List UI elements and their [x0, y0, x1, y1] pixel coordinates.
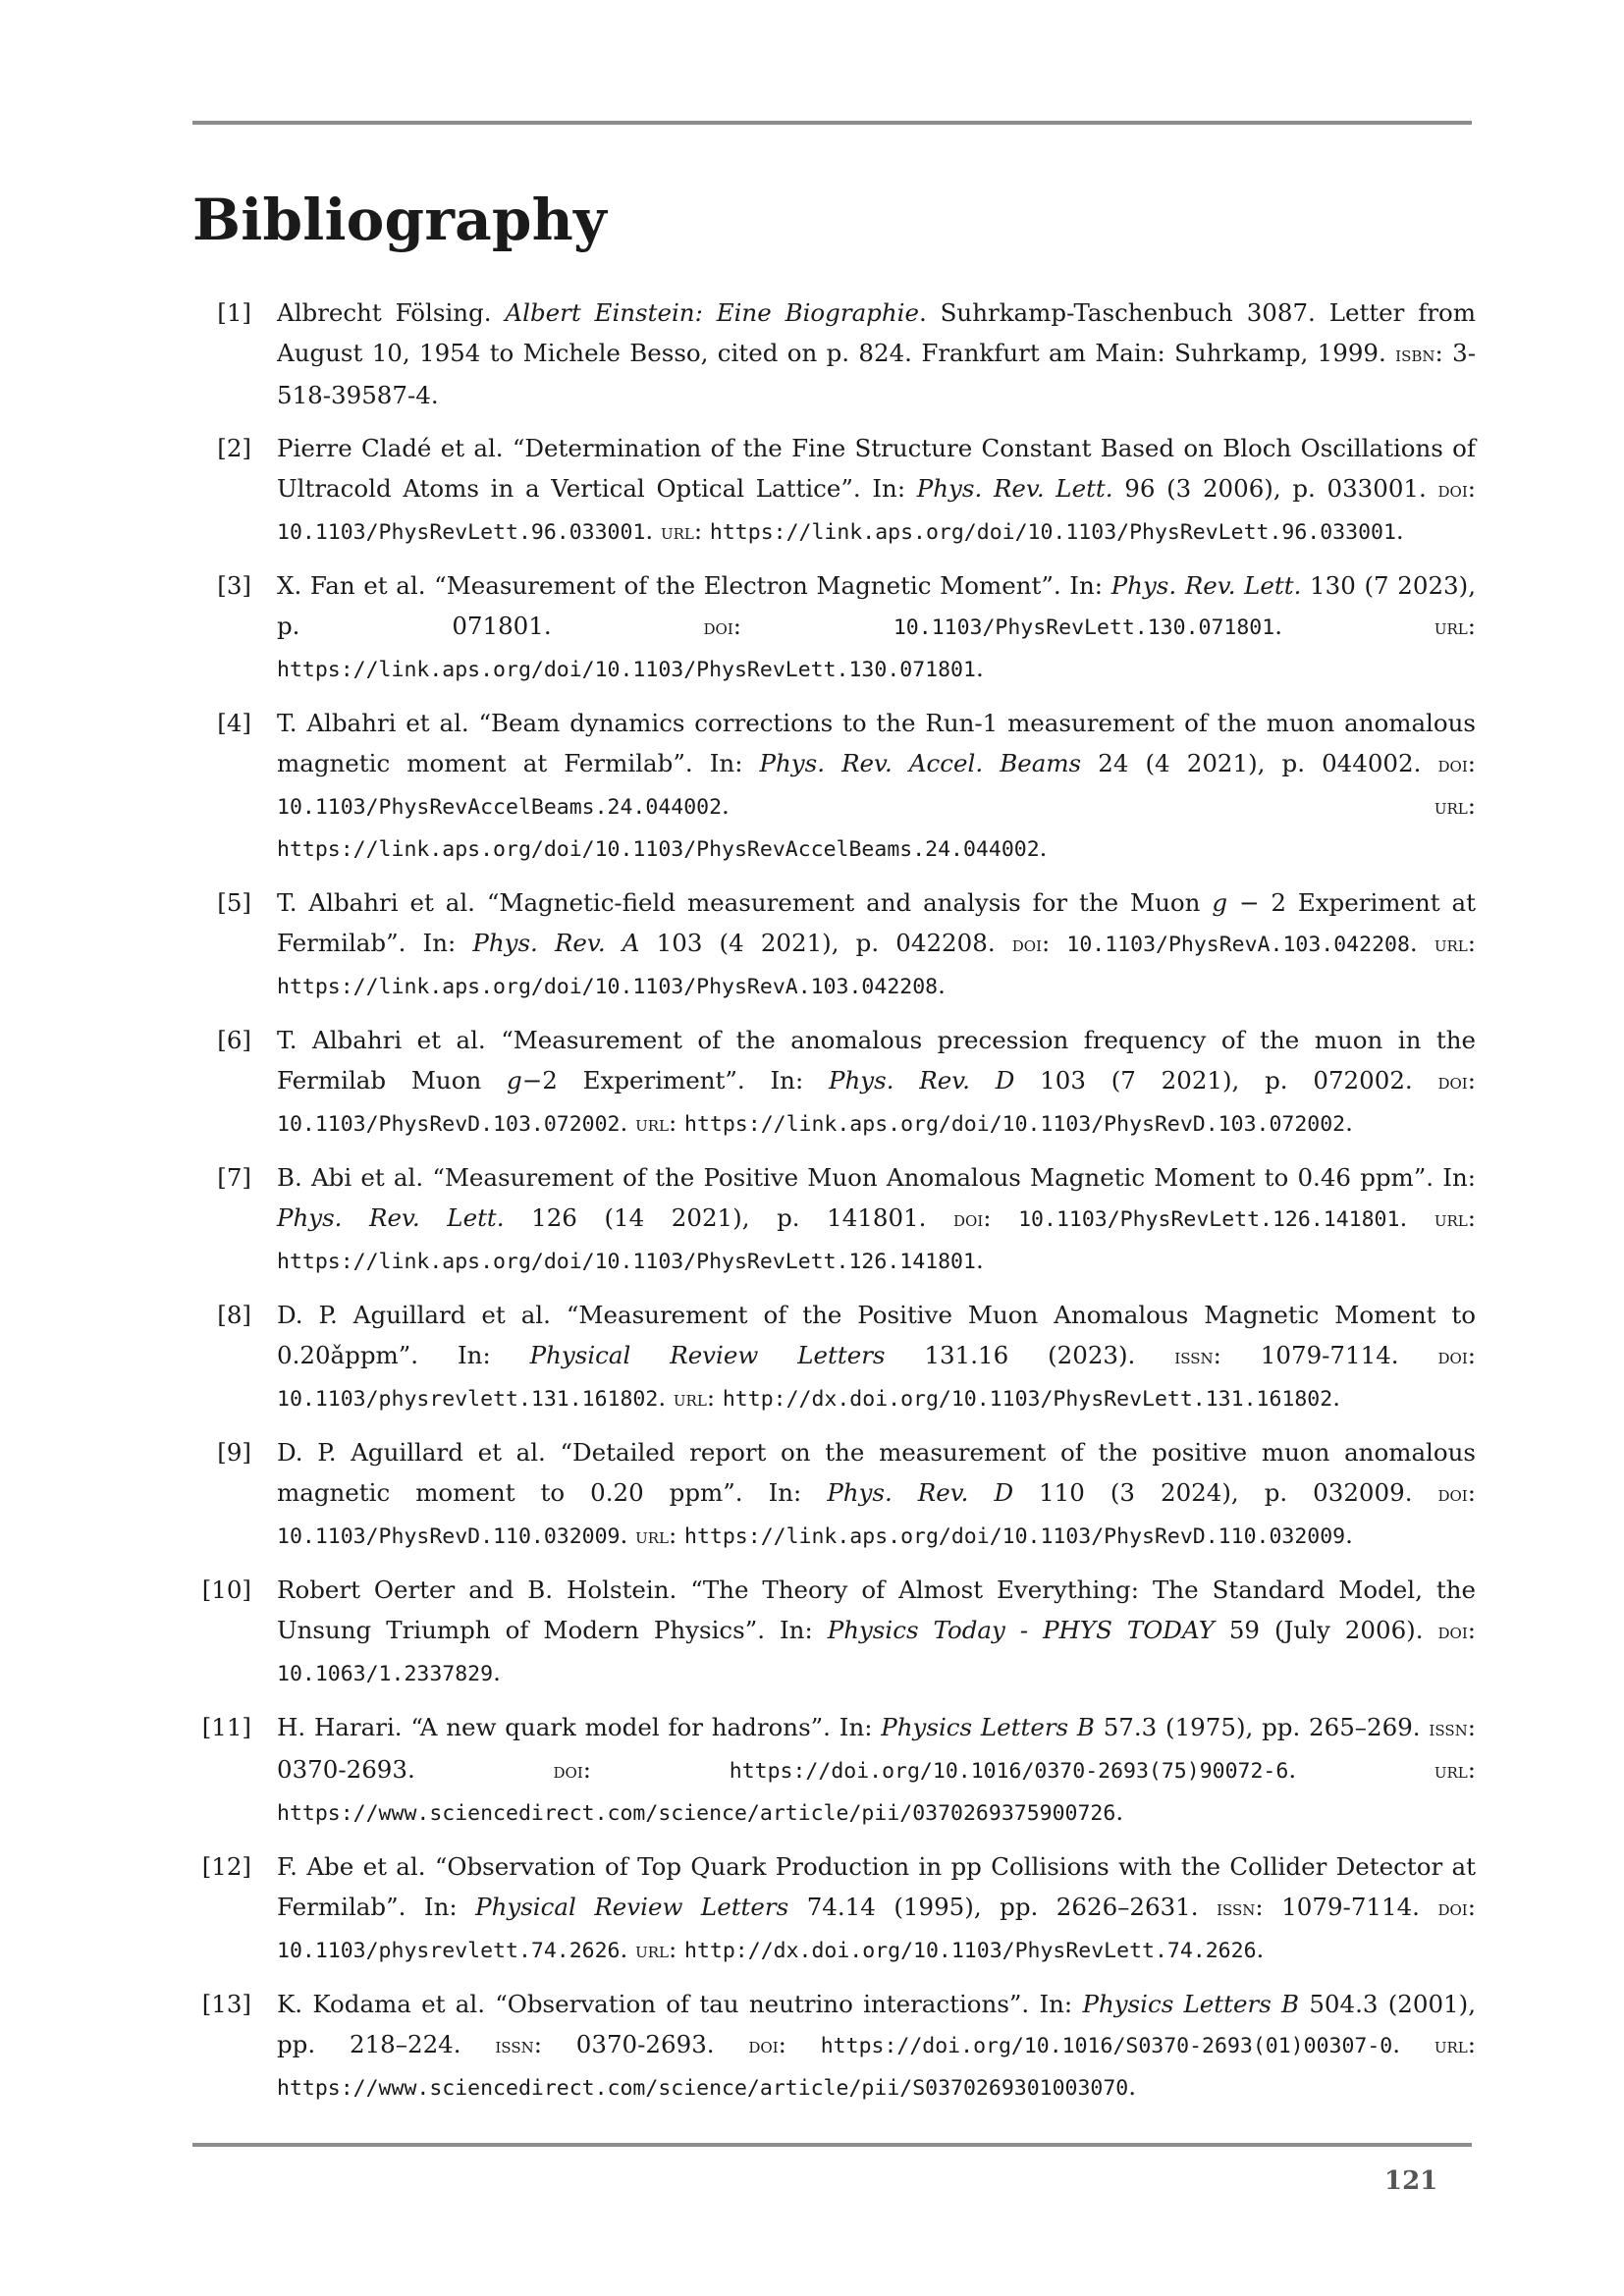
identifier-label: doi	[703, 615, 733, 640]
citation-text: .	[620, 1521, 636, 1549]
citation-text: :	[1467, 1755, 1477, 1784]
citation-text: Albrecht Fölsing.	[277, 298, 506, 327]
bib-entry-text	[277, 1570, 1476, 1694]
citation-text: Pierre Cladé et al. “Determination of the Fine Structure Constant Based on Bloch Oscillations of Ultracold Atoms in a Vertical Optical Lattice”. In:	[277, 434, 1476, 503]
citation-text: .	[1409, 929, 1435, 957]
citation-text: F. Abe et al. “Observation of Top Quark Production in pp Collisions with the Collider Detector at Fermilab”. In:	[277, 1852, 1476, 1921]
citation-text: .	[1399, 1203, 1435, 1232]
doi-link[interactable]: 10.1103/physrevlett.74.2626	[277, 1939, 621, 1963]
citation-text: .	[620, 1935, 636, 1963]
url-link[interactable]: https://www.sciencedirect.com/science/article/pii/S0370269301003070	[277, 2076, 1129, 2101]
identifier-label: doi	[1437, 753, 1468, 777]
citation-text: .	[658, 1383, 674, 1412]
bib-entry-number: [6]	[217, 1026, 251, 1054]
citation-text: :	[1042, 929, 1067, 957]
bib-entry	[192, 882, 1476, 1007]
doi-link[interactable]: 10.1063/1.2337829	[277, 1662, 494, 1686]
bib-entry-number: [1]	[217, 298, 251, 327]
bib-entry	[192, 565, 1476, 690]
bib-entry-number: [8]	[217, 1301, 251, 1329]
url-link[interactable]: https://link.aps.org/doi/10.1103/PhysRevLett.126.141801	[277, 1250, 976, 1274]
citation-text: : 3-518-39587-4.	[277, 339, 1476, 409]
page-number: 121	[1384, 2166, 1438, 2196]
doi-link[interactable]: 10.1103/PhysRevD.110.032009	[277, 1524, 621, 1549]
identifier-label: url	[1434, 1759, 1468, 1784]
citation-text: 57.3 (1975), pp. 265–269.	[1094, 1713, 1430, 1741]
bibliography-list	[192, 293, 1476, 2121]
citation-text: 130 (7 2023), p. 071801.	[277, 571, 1476, 640]
citation-text: −2 Experiment”. In:	[521, 1066, 830, 1095]
citation-text: D. P. Aguillard et al. “Measurement of the Positive Muon Anomalous Magnetic Moment to 0.20ǎppm”. In:	[277, 1301, 1476, 1369]
bib-entry-number: [7]	[217, 1163, 251, 1192]
citation-text: : 1079-7114.	[1255, 1893, 1438, 1921]
identifier-label: issn	[495, 2034, 534, 2058]
citation-text: 96 (3 2006), p. 033001.	[1112, 474, 1438, 503]
citation-text: .	[1274, 612, 1435, 640]
citation-text: .	[975, 1246, 984, 1274]
bib-entry-number: [10]	[201, 1575, 251, 1604]
citation-text: .	[1256, 1935, 1265, 1963]
citation-text: H. Harari. “A new quark model for hadrons”. In:	[277, 1713, 882, 1741]
citation-text: T. Albahri et al. “Measurement of the anomalous precession frequency of the muon in the Fermilab Muon	[277, 1026, 1476, 1095]
citation-text: − 2 Experiment at Fermilab”. In:	[277, 888, 1476, 957]
identifier-label: url	[660, 520, 694, 545]
identifier-label: doi	[1437, 1896, 1468, 1921]
citation-text: 59 (July 2006).	[1214, 1616, 1438, 1644]
journal-or-title: Phys. Rev. Lett.	[277, 1203, 505, 1232]
citation-text: 103 (7 2021), p. 072002.	[1014, 1066, 1438, 1095]
identifier-label: url	[1434, 933, 1468, 957]
url-link[interactable]: https://doi.org/10.1016/S0370-2693(01)00307-0	[820, 2034, 1393, 2058]
url-link[interactable]: http://dx.doi.org/10.1103/PhysRevLett.131.161802	[722, 1387, 1333, 1412]
identifier-label: doi	[1437, 1070, 1468, 1095]
bib-entry	[192, 1157, 1476, 1282]
citation-text: K. Kodama et al. “Observation of tau neutrino interactions”. In:	[277, 1990, 1083, 2018]
journal-or-title: g	[1212, 888, 1228, 917]
journal-or-title: Albert Einstein: Eine Biographie	[505, 298, 919, 327]
doi-link[interactable]: 10.1103/PhysRevLett.96.033001	[277, 520, 646, 545]
citation-text: 126 (14 2021), p. 141801.	[504, 1203, 954, 1232]
identifier-label: doi	[748, 2034, 779, 2058]
citation-text: 103 (4 2021), p. 042208.	[639, 929, 1012, 957]
bib-entry	[192, 1984, 1476, 2109]
bib-entry-text	[277, 703, 1476, 870]
citation-text: :	[582, 1755, 730, 1784]
citation-text: .	[1345, 1521, 1353, 1549]
journal-or-title: Phys. Rev. D	[829, 1066, 1015, 1095]
doi-link[interactable]: 10.1103/PhysRevLett.130.071801	[893, 615, 1275, 640]
citation-text: .	[1332, 1383, 1340, 1412]
bib-entry-text	[277, 1432, 1476, 1557]
citation-text: :	[1467, 929, 1477, 957]
bib-entry-number: [2]	[217, 434, 251, 462]
identifier-label: issn	[1174, 1345, 1214, 1369]
citation-text: :	[1467, 1478, 1476, 1507]
url-link[interactable]: https://link.aps.org/doi/10.1103/PhysRevAccelBeams.24.044002	[277, 837, 1040, 862]
identifier-label: url	[635, 1939, 669, 1963]
citation-text: .	[1345, 1108, 1353, 1137]
citation-text: :	[778, 2030, 821, 2058]
url-link[interactable]: https://doi.org/10.1016/0370-2693(75)90072-6	[729, 1759, 1289, 1784]
identifier-label: isbn	[1395, 343, 1435, 367]
citation-text: T. Albahri et al. “Magnetic-field measurement and analysis for the Muon	[277, 888, 1213, 917]
bib-entry	[192, 1432, 1476, 1557]
identifier-label: url	[1434, 2034, 1468, 2058]
citation-text: .	[620, 1108, 636, 1137]
citation-text: .	[722, 791, 1435, 820]
identifier-label: doi	[553, 1759, 583, 1784]
doi-link[interactable]: 10.1103/PhysRevD.103.072002	[277, 1112, 621, 1137]
header-rule	[192, 121, 1472, 125]
citation-text: :	[732, 612, 893, 640]
identifier-label: doi	[953, 1207, 984, 1232]
identifier-label: doi	[1437, 1482, 1468, 1507]
identifier-label: url	[1434, 615, 1468, 640]
url-link[interactable]: https://link.aps.org/doi/10.1103/PhysRevLett.96.033001	[709, 520, 1396, 545]
bib-entry-number: [5]	[217, 888, 251, 917]
identifier-label: issn	[1429, 1717, 1468, 1741]
bib-entry-text	[277, 428, 1476, 553]
identifier-label: doi	[1437, 478, 1468, 503]
bib-entry-number: [13]	[201, 1990, 251, 2018]
citation-text: 131.16 (2023).	[885, 1341, 1175, 1369]
bib-entry-text	[277, 1707, 1476, 1834]
bib-entry	[192, 1846, 1476, 1971]
identifier-label: url	[1434, 1207, 1468, 1232]
citation-text: .	[493, 1658, 501, 1686]
citation-text: :	[1467, 1203, 1476, 1232]
bib-entry-text	[277, 1295, 1476, 1419]
bib-entry-text	[277, 1157, 1476, 1282]
journal-or-title: g	[507, 1066, 522, 1095]
bib-entry-text	[277, 565, 1476, 690]
citation-text: 504.3 (2001), pp. 218–224.	[277, 1990, 1476, 2058]
journal-or-title: Phys. Rev. D	[827, 1478, 1014, 1507]
citation-text: :	[1467, 1066, 1476, 1095]
journal-or-title: Phys. Rev. Lett.	[916, 474, 1113, 503]
journal-or-title: Phys. Rev. A	[472, 929, 640, 957]
citation-text: 24 (4 2021), p. 044002.	[1081, 749, 1438, 777]
doi-link[interactable]: 10.1103/PhysRevLett.126.141801	[1018, 1207, 1400, 1232]
citation-text: .	[975, 654, 984, 682]
citation-text: :	[1467, 1616, 1477, 1644]
identifier-label: doi	[1011, 933, 1042, 957]
citation-text: .	[1039, 833, 1048, 862]
bib-entry	[192, 1570, 1476, 1694]
bib-entry-number: [9]	[217, 1438, 251, 1467]
citation-text: 74.14 (1995), pp. 2626–2631.	[788, 1893, 1218, 1921]
bib-entry	[192, 1295, 1476, 1419]
bib-entry-number: [4]	[217, 709, 251, 737]
identifier-label: issn	[1217, 1896, 1256, 1921]
citation-text: .	[1288, 1755, 1435, 1784]
citation-text: :	[1467, 1893, 1476, 1921]
url-link[interactable]: https://link.aps.org/doi/10.1103/PhysRevD.110.032009	[684, 1524, 1346, 1549]
citation-text: :	[693, 516, 710, 545]
bib-entry-text	[277, 1020, 1476, 1145]
bib-entry	[192, 1707, 1476, 1834]
citation-text: :	[1467, 1341, 1477, 1369]
citation-text: :	[1467, 749, 1477, 777]
doi-link[interactable]: 10.1103/PhysRevAccelBeams.24.044002	[277, 795, 723, 820]
bib-entry	[192, 293, 1476, 415]
citation-text: X. Fan et al. “Measurement of the Electron Magnetic Moment”. In:	[277, 571, 1111, 600]
citation-text: .	[1395, 516, 1404, 545]
url-link[interactable]: https://www.sciencedirect.com/science/article/pii/0370269375900726	[277, 1801, 1116, 1826]
citation-text: .	[1115, 1797, 1124, 1826]
url-link[interactable]: https://link.aps.org/doi/10.1103/PhysRevD.103.072002	[684, 1112, 1346, 1137]
citation-text: :	[668, 1935, 685, 1963]
citation-text: : 0370-2693.	[533, 2030, 749, 2058]
page-title: Bibliography	[192, 187, 607, 253]
citation-text: :	[1467, 791, 1476, 820]
doi-link[interactable]: 10.1103/PhysRevA.103.042208	[1066, 933, 1410, 957]
citation-text: : 0370-2693.	[277, 1713, 1476, 1784]
citation-text: :	[1467, 2030, 1477, 2058]
bib-entry-number: [3]	[217, 571, 251, 600]
bib-entry-text	[277, 293, 1476, 415]
doi-link[interactable]: 10.1103/physrevlett.131.161802	[277, 1387, 659, 1412]
bib-entry	[192, 1020, 1476, 1145]
citation-text: :	[706, 1383, 723, 1412]
journal-or-title: Physics Letters B	[1082, 1990, 1300, 2018]
journal-or-title: Physics Today - PHYS TODAY	[827, 1616, 1215, 1644]
identifier-label: url	[635, 1524, 669, 1549]
bib-entry-text	[277, 1984, 1476, 2109]
url-link[interactable]: https://link.aps.org/doi/10.1103/PhysRevLett.130.071801	[277, 658, 976, 682]
identifier-label: url	[673, 1387, 707, 1412]
citation-text: B. Abi et al. “Measurement of the Positive Muon Anomalous Magnetic Moment to 0.46 ppm”. In:	[277, 1163, 1476, 1192]
citation-text: .	[1392, 2030, 1435, 2058]
identifier-label: url	[1434, 795, 1468, 820]
citation-text: D. P. Aguillard et al. “Detailed report on the measurement of the positive muon anomalous magnetic moment to 0.20 ppm”. In:	[277, 1438, 1476, 1507]
citation-text: . Suhrkamp-Taschenbuch 3087. Letter from August 10, 1954 to Michele Besso, cited on p. 824. Frankfurt am Main: Suhrkamp, 1999.	[277, 298, 1477, 367]
identifier-label: url	[635, 1112, 669, 1137]
identifier-label: doi	[1437, 1620, 1468, 1644]
citation-text: :	[1467, 474, 1477, 503]
journal-or-title: Phys. Rev. Lett.	[1110, 571, 1302, 600]
bib-entry	[192, 428, 1476, 553]
citation-text: :	[1467, 612, 1476, 640]
bib-entry-text	[277, 1846, 1476, 1971]
citation-text: :	[668, 1108, 685, 1137]
bib-entry-number: [11]	[201, 1713, 251, 1741]
citation-text: .	[938, 971, 946, 999]
citation-text: 110 (3 2024), p. 032009.	[1013, 1478, 1438, 1507]
journal-or-title: Physical Review Letters	[529, 1341, 886, 1369]
citation-text: .	[645, 516, 661, 545]
bib-entry	[192, 703, 1476, 870]
citation-text: .	[1128, 2072, 1137, 2101]
url-link[interactable]: http://dx.doi.org/10.1103/PhysRevLett.74.2626	[684, 1939, 1257, 1963]
bib-entry-text	[277, 882, 1476, 1007]
identifier-label: doi	[1437, 1345, 1468, 1369]
citation-text: :	[668, 1521, 685, 1549]
journal-or-title: Phys. Rev. Accel. Beams	[759, 749, 1082, 777]
bib-entry-number: [12]	[201, 1852, 251, 1881]
citation-text: Robert Oerter and B. Holstein. “The Theory of Almost Everything: The Standard Model, the Unsung Triumph of Modern Physics”. In:	[277, 1575, 1476, 1644]
url-link[interactable]: https://link.aps.org/doi/10.1103/PhysRevA.103.042208	[277, 975, 939, 999]
journal-or-title: Physical Review Letters	[475, 1893, 789, 1921]
citation-text: T. Albahri et al. “Beam dynamics corrections to the Run-1 measurement of the muon anomalous magnetic moment at Fermilab”. In:	[277, 709, 1476, 777]
journal-or-title: Physics Letters B	[881, 1713, 1095, 1741]
citation-text: : 1079-7114.	[1213, 1341, 1438, 1369]
footer-rule	[192, 2143, 1472, 2147]
citation-text: :	[983, 1203, 1019, 1232]
